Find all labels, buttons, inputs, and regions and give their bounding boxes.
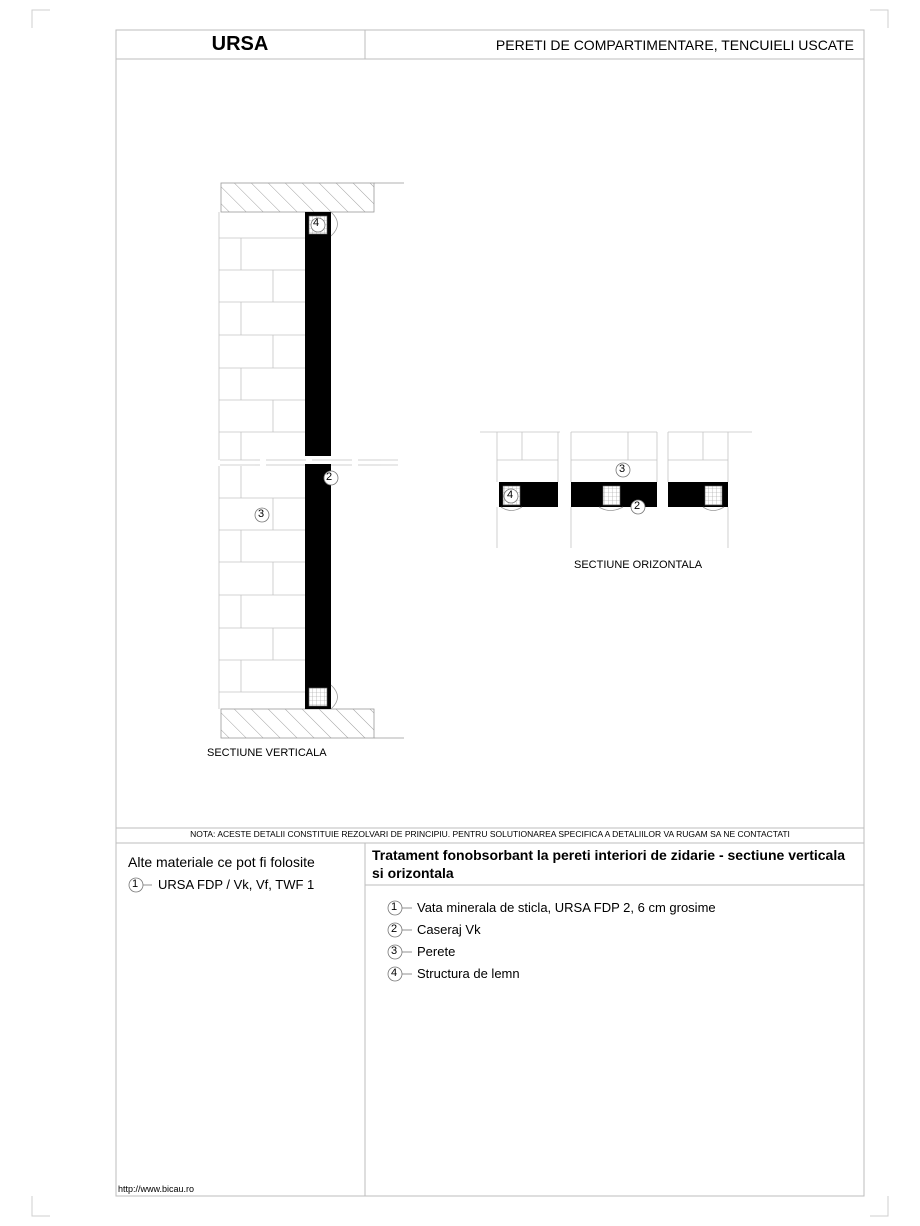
vertical-section-label: SECTIUNE VERTICALA — [207, 747, 327, 759]
horizontal-section-drawing — [480, 432, 752, 548]
horizontal-section-label: SECTIUNE ORIZONTALA — [574, 559, 703, 571]
vertical-section-drawing — [219, 183, 404, 738]
legend-item-number: 1 — [391, 901, 398, 913]
bottom-slab-hatch — [221, 709, 374, 738]
legend-markers — [129, 878, 412, 981]
legend-item-text: Caseraj Vk — [417, 922, 481, 937]
sealant-bottom — [331, 685, 338, 709]
callout-number-4-vertical: 4 — [313, 217, 320, 229]
timber-plan-middle — [603, 486, 620, 505]
timber-block-bottom — [309, 688, 327, 706]
legend-item-number: 3 — [391, 945, 398, 957]
legend-item-text: Structura de lemn — [417, 966, 520, 981]
callout-number-4-horizontal: 4 — [507, 489, 514, 501]
callout-number-3-horizontal: 3 — [619, 463, 626, 475]
callout-number-2-horizontal: 2 — [634, 500, 641, 512]
timber-plan-right — [705, 486, 722, 505]
callout-number-2-vertical: 2 — [326, 471, 333, 483]
top-slab-hatch — [221, 183, 374, 212]
detail-title: Tratament fonobsorbant la pereti interiori de zidarie - sectiune verticala si orizontala — [372, 847, 846, 881]
disclaimer-note: NOTA: ACESTE DETALII CONSTITUIE REZOLVARI DE PRINCIPIU. PENTRU SOLUTIONAREA SPECIFICA A DETALIILOR VA RUGAM SA NE CONTACTATI — [190, 829, 790, 839]
sheet-corner-marks — [32, 10, 888, 1216]
alternative-item-text: URSA FDP / Vk, Vf, TWF 1 — [158, 877, 315, 892]
alternatives-heading: Alte materiale ce pot fi folosite — [128, 854, 315, 870]
callout-number-3-vertical: 3 — [258, 508, 265, 520]
alternative-item-number: 1 — [132, 878, 139, 890]
legend-item-number: 2 — [391, 923, 398, 935]
brand-logo-text: URSA — [211, 33, 269, 55]
document-title: PERETI DE COMPARTIMENTARE, TENCUIELI USCATE — [495, 37, 854, 53]
sealant-top — [331, 212, 338, 236]
legend-item-number: 4 — [391, 967, 398, 979]
footer-url: http://www.bicau.ro — [118, 1184, 195, 1194]
legend-item-text: Vata minerala de sticla, URSA FDP 2, 6 cm grosime — [417, 900, 716, 915]
insulation-layer-lower — [305, 464, 331, 709]
insulation-layer-upper — [305, 212, 331, 456]
legend-item-text: Perete — [417, 944, 456, 959]
